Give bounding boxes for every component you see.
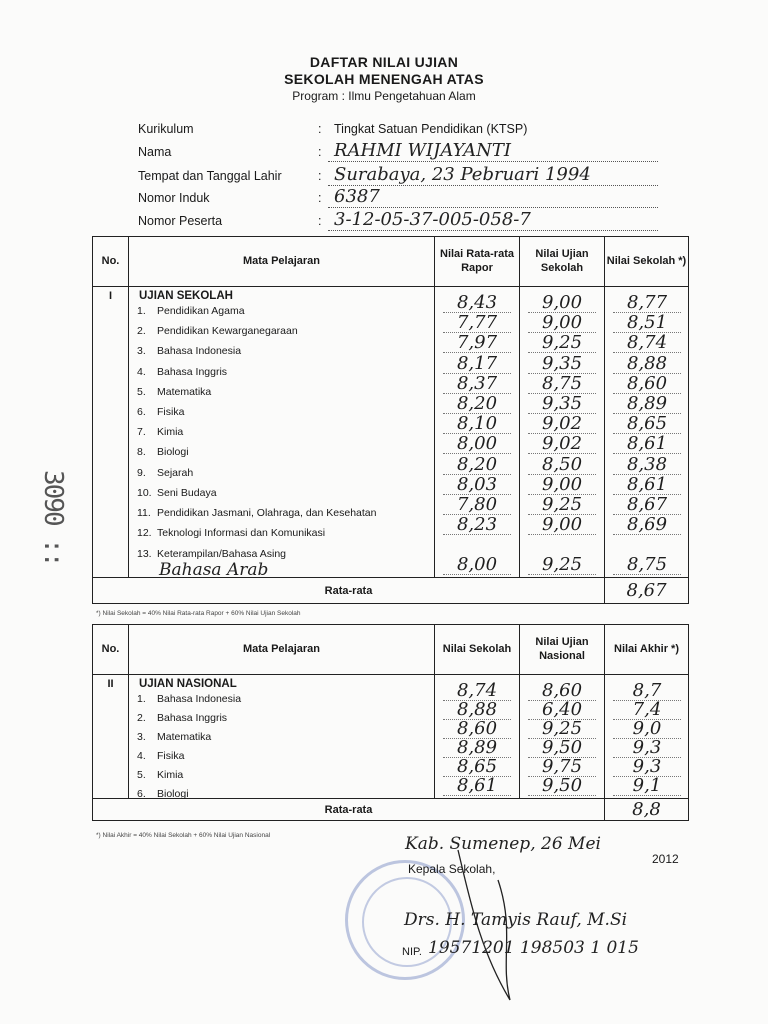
- score-value: 8,43: [443, 293, 511, 313]
- score-value: 7,77: [443, 313, 511, 333]
- average-value-2: 8,8: [632, 799, 661, 820]
- section-number: I: [93, 287, 129, 578]
- identity-label: Nama: [138, 145, 172, 159]
- score-value: 8,65: [443, 757, 511, 777]
- subject-row: [137, 788, 189, 800]
- score-value: 9,35: [528, 354, 596, 374]
- subject-row: [137, 507, 376, 519]
- identity-value: RAHMI WIJAYANTI: [334, 140, 511, 161]
- score-value: 8,61: [613, 475, 681, 495]
- col-header-final-score: Nilai Akhir *): [605, 625, 689, 675]
- subject-number: 2.: [137, 712, 146, 724]
- identity-colon: :: [318, 191, 322, 205]
- score-value: 9,25: [528, 555, 596, 575]
- score-value: 8,03: [443, 475, 511, 495]
- score-value: 8,7: [613, 681, 681, 701]
- score-value: 8,51: [613, 313, 681, 333]
- score-value: 8,88: [613, 354, 681, 374]
- score-value: 8,37: [443, 374, 511, 394]
- score-value: 9,50: [528, 738, 596, 758]
- score-value: 9,00: [528, 515, 596, 535]
- subject-name: Bahasa Inggris: [157, 365, 228, 378]
- identity-value: Tingkat Satuan Pendidikan (KTSP): [334, 122, 528, 136]
- subject-number: 6.: [137, 788, 146, 800]
- document-subtitle: SEKOLAH MENENGAH ATAS: [284, 71, 484, 87]
- score-value: 8,69: [613, 515, 681, 535]
- subject-number: 9.: [137, 466, 146, 479]
- identity-colon: :: [318, 145, 322, 159]
- score-value: 9,3: [613, 738, 681, 758]
- nip-label: NIP.: [402, 946, 422, 958]
- subject-number: 4.: [137, 750, 146, 762]
- subject-row: [137, 406, 184, 418]
- year: 2012: [652, 852, 679, 866]
- score-value: 9,75: [528, 757, 596, 777]
- identity-label: Nomor Induk: [138, 191, 210, 205]
- identity-colon: :: [318, 122, 322, 136]
- score-value: 9,02: [528, 434, 596, 454]
- identity-colon: :: [318, 214, 322, 228]
- subject-list-2: [129, 675, 435, 799]
- col-header-no: No.: [93, 237, 129, 287]
- col-header-school-exam: Nilai Ujian Sekolah: [520, 237, 605, 287]
- score-value: 8,65: [613, 414, 681, 434]
- score-value: 8,20: [443, 394, 511, 414]
- col-header-subject: Mata Pelajaran: [129, 237, 435, 287]
- subject-name: Bahasa Inggris: [157, 712, 228, 724]
- score-value: 8,20: [443, 455, 511, 475]
- subject-row: [137, 345, 241, 357]
- subject-name: Matematika: [157, 385, 212, 398]
- average-label: Rata-rata: [93, 578, 605, 604]
- school-exam-table: [92, 236, 689, 604]
- footnote-final-score: *) Nilai Akhir = 40% Nilai Sekolah + 60% Nilai Ujian Nasional: [96, 832, 271, 839]
- subject-name: Teknologi Informasi dan Komunikasi: [157, 527, 326, 540]
- document-title: DAFTAR NILAI UJIAN: [309, 54, 459, 70]
- subject-row: [137, 693, 241, 705]
- report-avg-column: [435, 287, 520, 578]
- subject-name: Pendidikan Agama: [157, 305, 245, 317]
- subject-name: Sejarah: [157, 466, 194, 479]
- subject-number: 5.: [137, 385, 146, 398]
- col-header-no-2: No.: [93, 625, 129, 675]
- subject-row: [137, 325, 298, 337]
- principal-name: Drs. H. Tamyis Rauf, M.Si: [404, 910, 628, 930]
- score-value: 9,00: [528, 313, 596, 333]
- school-score-column: [605, 287, 689, 578]
- subject-name: Biologi: [157, 788, 189, 800]
- dotted-line: [328, 230, 658, 231]
- score-value: 8,61: [443, 776, 511, 796]
- foreign-language-handwritten: Bahasa Arab: [159, 560, 269, 580]
- subject-number: 2.: [137, 325, 146, 338]
- score-value: 8,89: [613, 394, 681, 414]
- subject-number: 3.: [137, 345, 146, 358]
- col-header-school-score-2: Nilai Sekolah: [435, 625, 520, 675]
- identity-value: 3-12-05-37-005-058-7: [334, 209, 531, 230]
- subject-number: 12.: [137, 527, 152, 540]
- dotted-line: [328, 207, 658, 208]
- subject-name: Matematika: [157, 731, 212, 743]
- subject-name: Pendidikan Jasmani, Olahraga, dan Kesehatan: [157, 507, 377, 519]
- score-value: 8,38: [613, 455, 681, 475]
- program-label: Program : Ilmu Pengetahuan Alam: [292, 89, 476, 103]
- subject-row: [137, 712, 227, 724]
- subject-number: 6.: [137, 406, 146, 418]
- score-value: 8,10: [443, 414, 511, 434]
- score-value: 8,67: [613, 495, 681, 515]
- score-value: 8,75: [613, 555, 681, 575]
- identity-colon: :: [318, 169, 322, 183]
- score-value: 8,60: [613, 374, 681, 394]
- score-value: 7,4: [613, 700, 681, 720]
- subject-row: [137, 386, 211, 398]
- subject-name: Kimia: [157, 426, 184, 439]
- subject-row: [137, 426, 183, 438]
- col-header-school-score: Nilai Sekolah *): [605, 237, 689, 287]
- principal-nip: 19571201 198503 1 015: [428, 938, 639, 958]
- subject-name: Fisika: [157, 750, 185, 762]
- subject-row: [137, 446, 189, 458]
- subject-number: 1.: [137, 305, 146, 317]
- score-value: 8,77: [613, 293, 681, 313]
- identity-value: Surabaya, 23 Pebruari 1994: [334, 164, 591, 185]
- identity-label: Nomor Peserta: [138, 214, 223, 228]
- subject-name: Seni Budaya: [157, 486, 217, 499]
- score-value: 8,88: [443, 700, 511, 720]
- subject-number: 7.: [137, 426, 146, 439]
- subject-row: [137, 366, 227, 378]
- identity-value: 6387: [334, 186, 380, 207]
- score-value: 6,40: [528, 700, 596, 720]
- subject-name: Fisika: [157, 406, 185, 418]
- subject-row: [137, 750, 184, 762]
- subject-row: [137, 487, 217, 499]
- section-title: UJIAN SEKOLAH: [139, 290, 233, 302]
- subject-number: 1.: [137, 693, 146, 705]
- score-value: 9,25: [528, 333, 596, 353]
- score-value: 8,00: [443, 555, 511, 575]
- score-value: 8,89: [443, 738, 511, 758]
- average-label-2: Rata-rata: [93, 799, 605, 821]
- subject-number: 8.: [137, 446, 146, 459]
- dotted-line: [328, 161, 658, 162]
- school-exam-column: [520, 287, 605, 578]
- score-value: 8,74: [443, 681, 511, 701]
- subject-name: Biologi: [157, 446, 189, 459]
- subject-row: [137, 548, 286, 560]
- subject-name: Bahasa Indonesia: [157, 345, 242, 358]
- score-value: 8,74: [613, 333, 681, 353]
- subject-number: 3.: [137, 731, 146, 743]
- col-header-subject-2: Mata Pelajaran: [129, 625, 435, 675]
- score-value: 8,00: [443, 434, 511, 454]
- identity-label: Tempat dan Tanggal Lahir: [138, 169, 282, 183]
- national-exam-table: [92, 624, 689, 821]
- score-value: 8,61: [613, 434, 681, 454]
- score-value: 8,75: [528, 374, 596, 394]
- col-header-report-avg: Nilai Rata-rata Rapor: [435, 237, 520, 287]
- average-value: 8,67: [626, 580, 667, 601]
- score-value: 9,0: [613, 719, 681, 739]
- subject-name: Kimia: [157, 769, 184, 781]
- score-value: 9,3: [613, 757, 681, 777]
- subject-name: Keterampilan/Bahasa Asing: [157, 548, 286, 560]
- score-value: 9,02: [528, 414, 596, 434]
- section-number-2: II: [93, 675, 129, 799]
- subject-row: [137, 731, 211, 743]
- place-date: Kab. Sumenep, 26 Mei: [405, 834, 601, 854]
- score-value: 8,60: [443, 719, 511, 739]
- subject-row: [137, 467, 193, 479]
- subject-name: Bahasa Indonesia: [157, 693, 242, 705]
- subject-number: 11.: [137, 507, 151, 519]
- identity-label: Kurikulum: [138, 122, 194, 136]
- subject-name: Pendidikan Kewarganegaraan: [157, 325, 298, 338]
- section-title-2: UJIAN NASIONAL: [139, 678, 237, 690]
- subject-row: [137, 305, 245, 317]
- subject-number: 10.: [137, 486, 152, 499]
- side-stamp-number: 3090 ::: [38, 470, 68, 566]
- subject-row: [137, 769, 183, 781]
- score-value: 9,00: [528, 475, 596, 495]
- subject-list: [129, 287, 435, 578]
- score-value: 9,00: [528, 293, 596, 313]
- score-value: 8,50: [528, 455, 596, 475]
- score-value: 9,50: [528, 776, 596, 796]
- col-header-national-exam: Nilai Ujian Nasional: [520, 625, 605, 675]
- score-value: 9,25: [528, 719, 596, 739]
- score-value: 9,1: [613, 776, 681, 796]
- subject-number: 13.: [137, 548, 152, 560]
- score-value: 8,23: [443, 515, 511, 535]
- score-value: 9,25: [528, 495, 596, 515]
- subject-number: 4.: [137, 365, 146, 378]
- subject-row: [137, 527, 325, 539]
- score-value: 8,60: [528, 681, 596, 701]
- principal-role: Kepala Sekolah,: [408, 862, 496, 876]
- score-value: 8,17: [443, 354, 511, 374]
- subject-number: 5.: [137, 769, 146, 781]
- score-value: 7,97: [443, 333, 511, 353]
- footnote-school-score: *) Nilai Sekolah = 40% Nilai Rata-rata Rapor + 60% Nilai Ujian Sekolah: [96, 610, 301, 617]
- score-value: 7,80: [443, 495, 511, 515]
- score-value: 9,35: [528, 394, 596, 414]
